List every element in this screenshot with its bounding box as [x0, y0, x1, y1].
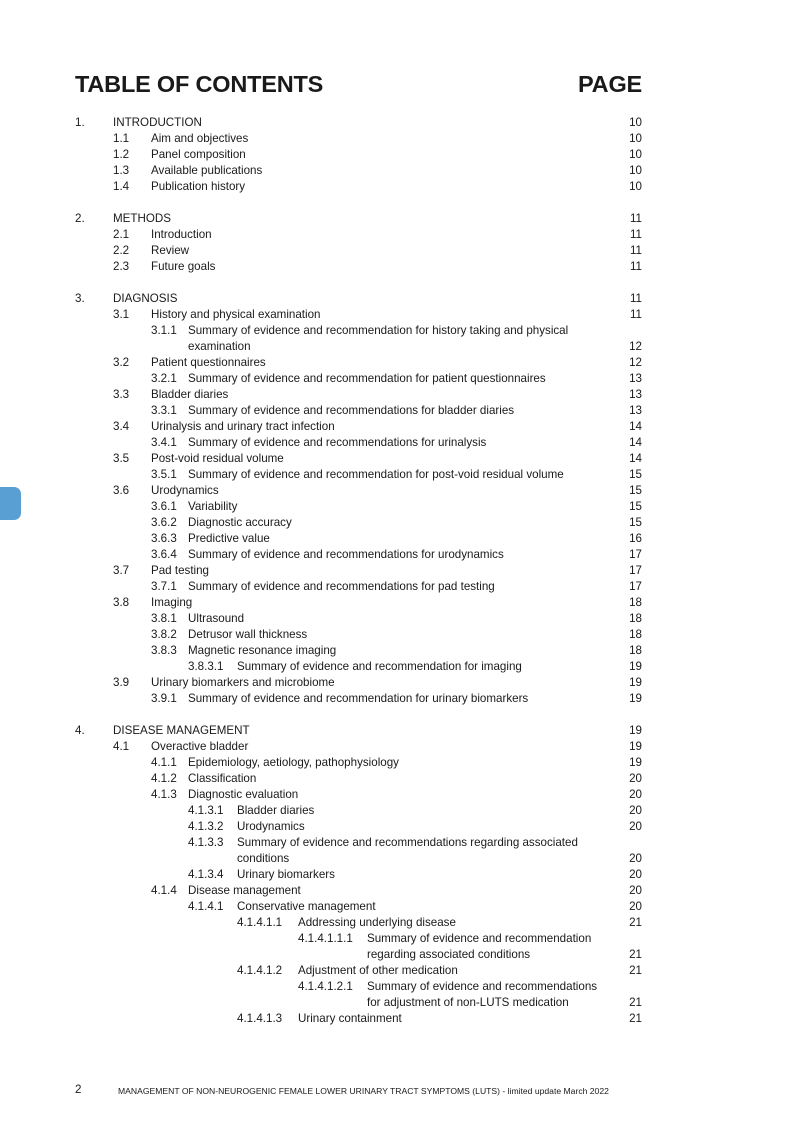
- toc-entry[interactable]: [0, 499, 793, 515]
- toc-entry-title: Detrusor wall thickness: [188, 628, 308, 641]
- toc-entry-number: 4.1.1: [151, 756, 177, 769]
- toc-entry-title: Urinary biomarkers: [237, 868, 335, 881]
- toc-entry-number: 3.3.1: [151, 404, 177, 417]
- toc-entry[interactable]: [0, 387, 793, 403]
- toc-entry-page: 11: [629, 212, 642, 225]
- toc-entry-page: 19: [629, 676, 642, 689]
- toc-entry[interactable]: [0, 787, 793, 803]
- toc-entry-page: 14: [629, 420, 642, 433]
- toc-entry-number: 2.1: [113, 228, 130, 241]
- toc-entry[interactable]: [0, 611, 793, 627]
- toc-entry-title: Imaging: [151, 596, 193, 609]
- toc-entry[interactable]: [0, 979, 793, 1011]
- toc-entry-title: Summary of evidence and recommendation for imaging: [237, 660, 522, 673]
- toc-entry[interactable]: [0, 147, 793, 163]
- toc-entry-title: Summary of evidence and recommendation for urinary biomarkers: [188, 692, 529, 705]
- toc-entry-number: 3.2: [113, 356, 130, 369]
- toc-entry-page: 15: [629, 516, 642, 529]
- toc-entry-page: 18: [629, 612, 642, 625]
- toc-entry-page: 13: [629, 388, 642, 401]
- toc-entry-title: Summary of evidence and recommendation for post-void residual volume: [188, 468, 564, 481]
- toc-entry[interactable]: [0, 483, 793, 499]
- toc-entry[interactable]: [0, 115, 793, 131]
- toc-entry-number: 1.2: [113, 148, 130, 161]
- toc-entry[interactable]: [0, 371, 793, 387]
- toc-entry-page: 17: [629, 548, 642, 561]
- toc-entry-number: 3.8.1: [151, 612, 177, 625]
- toc-entry[interactable]: [0, 675, 793, 691]
- toc-entry-title: Publication history: [151, 180, 246, 193]
- toc-entry-page: 20: [629, 804, 642, 817]
- toc-entry-number: 2.3: [113, 260, 130, 273]
- toc-entry-title: Epidemiology, aetiology, pathophysiology: [188, 756, 399, 769]
- page-column-label: PAGE: [577, 71, 642, 97]
- toc-entry-title: Summary of evidence and recommendations regarding associated conditions: [237, 836, 578, 865]
- toc-entry-number: 4.1.3.4: [188, 868, 224, 881]
- toc-entry-page: 20: [629, 820, 642, 833]
- toc-entry[interactable]: [0, 131, 793, 147]
- toc-entry-number: 4.1: [113, 740, 130, 753]
- toc-entry-title: Overactive bladder: [151, 740, 249, 753]
- toc-entry-title: Panel composition: [151, 148, 246, 161]
- section-tab-marker: [0, 487, 21, 520]
- toc-list: [0, 115, 793, 1027]
- toc-entry-page: 21: [629, 1012, 642, 1025]
- toc-entry-page: 19: [629, 692, 642, 705]
- toc-entry-title: Variability: [188, 500, 238, 513]
- toc-entry[interactable]: [0, 563, 793, 579]
- toc-entry-title: Introduction: [151, 228, 212, 241]
- footer-title: MANAGEMENT OF NON-NEUROGENIC FEMALE LOWER URINARY TRACT SYMPTOMS (LUTS) - limited update March 2022: [118, 1086, 609, 1096]
- toc-entry-page: 10: [629, 148, 642, 161]
- toc-entry-title: Summary of evidence and recommendations for urinalysis: [188, 436, 487, 449]
- toc-entry-number: 1.1: [113, 132, 130, 145]
- toc-entry-page: 15: [629, 468, 642, 481]
- toc-entry-title: DISEASE MANAGEMENT: [113, 724, 250, 737]
- toc-entry-page: 13: [629, 372, 642, 385]
- toc-entry-number: 4.1.4.1.3: [237, 1012, 283, 1025]
- toc-entry-title: Aim and objectives: [151, 132, 249, 145]
- toc-entry-page: 11: [629, 292, 642, 305]
- toc-entry-number: 4.1.4.1.1: [237, 916, 283, 929]
- toc-entry-page: 20: [629, 788, 642, 801]
- toc-entry-title: Disease management: [188, 884, 301, 897]
- toc-entry-number: 3.9: [113, 676, 130, 689]
- toc-entry-page: 13: [629, 404, 642, 417]
- toc-entry-title: History and physical examination: [151, 308, 321, 321]
- toc-entry[interactable]: [0, 419, 793, 435]
- toc-entry-title: Available publications: [151, 164, 263, 177]
- toc-entry-number: 2.: [75, 212, 85, 225]
- toc-entry[interactable]: [0, 579, 793, 595]
- toc-entry-page: 20: [629, 868, 642, 881]
- toc-entry-page: 20: [629, 852, 642, 865]
- toc-entry-title: Addressing underlying disease: [298, 916, 456, 929]
- toc-entry-title: Classification: [188, 772, 257, 785]
- toc-entry-title: Review: [151, 244, 190, 257]
- toc-entry[interactable]: [0, 515, 793, 531]
- toc-entry-number: 4.1.4.1.2: [237, 964, 283, 977]
- toc-entry-number: 3.8.3: [151, 644, 177, 657]
- toc-entry-number: 4.1.3.3: [188, 836, 224, 849]
- toc-entry-title: METHODS: [113, 212, 171, 225]
- toc-entry-page: 10: [629, 164, 642, 177]
- toc-entry-number: 3.5: [113, 452, 130, 465]
- toc-entry[interactable]: [0, 451, 793, 467]
- toc-entry-page: 14: [629, 436, 642, 449]
- toc-entry-number: 4.1.3: [151, 788, 177, 801]
- toc-entry-number: 4.1.4.1.1.1: [298, 932, 353, 945]
- toc-entry[interactable]: [0, 435, 793, 451]
- toc-entry-title: Summary of evidence and recommendations for pad testing: [188, 580, 495, 593]
- toc-entry-title: Bladder diaries: [151, 388, 229, 401]
- toc-entry-page: 17: [629, 580, 642, 593]
- toc-entry-number: 4.1.3.1: [188, 804, 224, 817]
- toc-entry[interactable]: [0, 739, 793, 755]
- toc-entry-page: 11: [629, 260, 642, 273]
- toc-entry[interactable]: [0, 403, 793, 419]
- toc-entry[interactable]: [0, 467, 793, 483]
- toc-entry-page: 16: [629, 532, 642, 545]
- toc-entry-title: Patient questionnaires: [151, 356, 266, 369]
- toc-entry-page: 20: [629, 772, 642, 785]
- toc-entry-number: 3.7.1: [151, 580, 177, 593]
- toc-entry-page: 12: [629, 340, 642, 353]
- toc-entry-title: Adjustment of other medication: [298, 964, 458, 977]
- toc-entry-page: 19: [629, 660, 642, 673]
- toc-entry-number: 3.8: [113, 596, 130, 609]
- toc-entry[interactable]: [0, 211, 793, 227]
- toc-entry-number: 3.: [75, 292, 85, 305]
- toc-entry-number: 1.: [75, 116, 85, 129]
- toc-entry[interactable]: [0, 643, 793, 659]
- toc-entry[interactable]: [0, 931, 793, 963]
- footer-page-number: 2: [75, 1083, 82, 1096]
- toc-entry[interactable]: [0, 819, 793, 835]
- toc-entry[interactable]: [0, 899, 793, 915]
- toc-entry-page: 12: [629, 356, 642, 369]
- toc-entry-page: 11: [629, 244, 642, 257]
- toc-entry-number: 3.8.3.1: [188, 660, 224, 673]
- toc-entry-page: 19: [629, 724, 642, 737]
- toc-entry-title: Magnetic resonance imaging: [188, 644, 337, 657]
- toc-entry-page: 11: [629, 228, 642, 241]
- toc-entry-page: 18: [629, 596, 642, 609]
- toc-entry-title: Conservative management: [237, 900, 376, 913]
- toc-entry-title: Summary of evidence and recommendation for patient questionnaires: [188, 372, 546, 385]
- toc-entry-number: 3.7: [113, 564, 130, 577]
- toc-entry-title: Summary of evidence and recommendations for adjustment of non-LUTS medication: [367, 980, 598, 1009]
- toc-entry[interactable]: [0, 243, 793, 259]
- toc-entry[interactable]: [0, 323, 793, 355]
- toc-entry-page: 18: [629, 628, 642, 641]
- toc-entry[interactable]: [0, 163, 793, 179]
- toc-entry-page: 15: [629, 500, 642, 513]
- toc-entry-number: 2.2: [113, 244, 130, 257]
- toc-entry[interactable]: [0, 659, 793, 675]
- toc-entry[interactable]: [0, 179, 793, 195]
- toc-entry-number: 3.1.1: [151, 324, 177, 337]
- toc-entry[interactable]: [0, 963, 793, 979]
- toc-entry-number: 3.1: [113, 308, 130, 321]
- toc-entry-title: Urinalysis and urinary tract infection: [151, 420, 335, 433]
- toc-entry[interactable]: [0, 835, 793, 867]
- toc-entry[interactable]: [0, 883, 793, 899]
- toc-entry-number: 4.: [75, 724, 85, 737]
- toc-entry[interactable]: [0, 915, 793, 931]
- toc-entry[interactable]: [0, 291, 793, 307]
- toc-entry-page: 17: [629, 564, 642, 577]
- toc-entry-number: 3.6.4: [151, 548, 177, 561]
- toc-entry-page: 20: [629, 884, 642, 897]
- toc-entry-page: 11: [629, 308, 642, 321]
- toc-entry[interactable]: [0, 1011, 793, 1027]
- toc-entry[interactable]: [0, 547, 793, 563]
- toc-entry-number: 3.4: [113, 420, 130, 433]
- toc-entry[interactable]: [0, 259, 793, 275]
- toc-entry[interactable]: [0, 723, 793, 739]
- toc-entry[interactable]: [0, 307, 793, 323]
- toc-entry-number: 3.8.2: [151, 628, 177, 641]
- toc-entry-number: 4.1.4: [151, 884, 177, 897]
- toc-entry-number: 3.5.1: [151, 468, 177, 481]
- toc-entry-number: 3.6: [113, 484, 130, 497]
- toc-entry-page: 10: [629, 180, 642, 193]
- toc-entry-page: 20: [629, 900, 642, 913]
- toc-entry-page: 14: [629, 452, 642, 465]
- toc-entry-page: 15: [629, 484, 642, 497]
- toc-entry-number: 4.1.4.1: [188, 900, 224, 913]
- toc-entry-page: 21: [629, 948, 642, 961]
- toc-entry-title: Diagnostic evaluation: [188, 788, 299, 801]
- toc-entry-title: Diagnostic accuracy: [188, 516, 292, 529]
- toc-entry[interactable]: [0, 691, 793, 707]
- toc-entry-number: 1.3: [113, 164, 130, 177]
- toc-entry[interactable]: [0, 355, 793, 371]
- toc-entry-number: 3.4.1: [151, 436, 177, 449]
- toc-entry-page: 18: [629, 644, 642, 657]
- toc-entry-page: 21: [629, 964, 642, 977]
- toc-entry-number: 3.9.1: [151, 692, 177, 705]
- toc-entry-page: 19: [629, 740, 642, 753]
- toc-entry-number: 3.6.2: [151, 516, 177, 529]
- toc-entry-number: 4.1.3.2: [188, 820, 224, 833]
- toc-entry[interactable]: [0, 771, 793, 787]
- toc-entry-title: Ultrasound: [188, 612, 245, 625]
- toc-entry-title: Bladder diaries: [237, 804, 315, 817]
- toc-entry[interactable]: [0, 531, 793, 547]
- toc-entry[interactable]: [0, 755, 793, 771]
- toc-entry-page: 10: [629, 116, 642, 129]
- toc-entry[interactable]: [0, 595, 793, 611]
- toc-entry-title: Urinary biomarkers and microbiome: [151, 676, 335, 689]
- toc-entry-title: Summary of evidence and recommendation for history taking and physical examination: [188, 324, 569, 353]
- toc-entry[interactable]: [0, 627, 793, 643]
- toc-entry-title: Urinary containment: [298, 1012, 402, 1025]
- toc-entry-number: 3.6.1: [151, 500, 177, 513]
- toc-entry-title: Summary of evidence and recommendations for urodynamics: [188, 548, 504, 561]
- toc-entry-number: 4.1.2: [151, 772, 177, 785]
- toc-entry-title: Urodynamics: [151, 484, 219, 497]
- toc-entry-title: Post-void residual volume: [151, 452, 284, 465]
- toc-entry-page: 10: [629, 132, 642, 145]
- toc-entry[interactable]: [0, 867, 793, 883]
- toc-entry-number: 4.1.4.1.2.1: [298, 980, 353, 993]
- toc-entry-page: 21: [629, 996, 642, 1009]
- toc-entry-number: 3.2.1: [151, 372, 177, 385]
- toc-entry-title: Pad testing: [151, 564, 210, 577]
- toc-entry-page: 21: [629, 916, 642, 929]
- toc-title: TABLE OF CONTENTS: [75, 71, 324, 97]
- toc-entry-title: INTRODUCTION: [113, 116, 202, 129]
- toc-entry-number: 1.4: [113, 180, 130, 193]
- toc-entry-title: Future goals: [151, 260, 216, 273]
- toc-entry-title: DIAGNOSIS: [113, 292, 178, 305]
- toc-entry-title: Summary of evidence and recommendation regarding associated conditions: [367, 932, 592, 961]
- toc-entry-title: Predictive value: [188, 532, 270, 545]
- toc-entry-page: 19: [629, 756, 642, 769]
- toc-entry-number: 3.6.3: [151, 532, 177, 545]
- toc-entry[interactable]: [0, 227, 793, 243]
- toc-entry-title: Urodynamics: [237, 820, 305, 833]
- toc-entry[interactable]: [0, 803, 793, 819]
- toc-entry-title: Summary of evidence and recommendations for bladder diaries: [188, 404, 515, 417]
- toc-entry-number: 3.3: [113, 388, 130, 401]
